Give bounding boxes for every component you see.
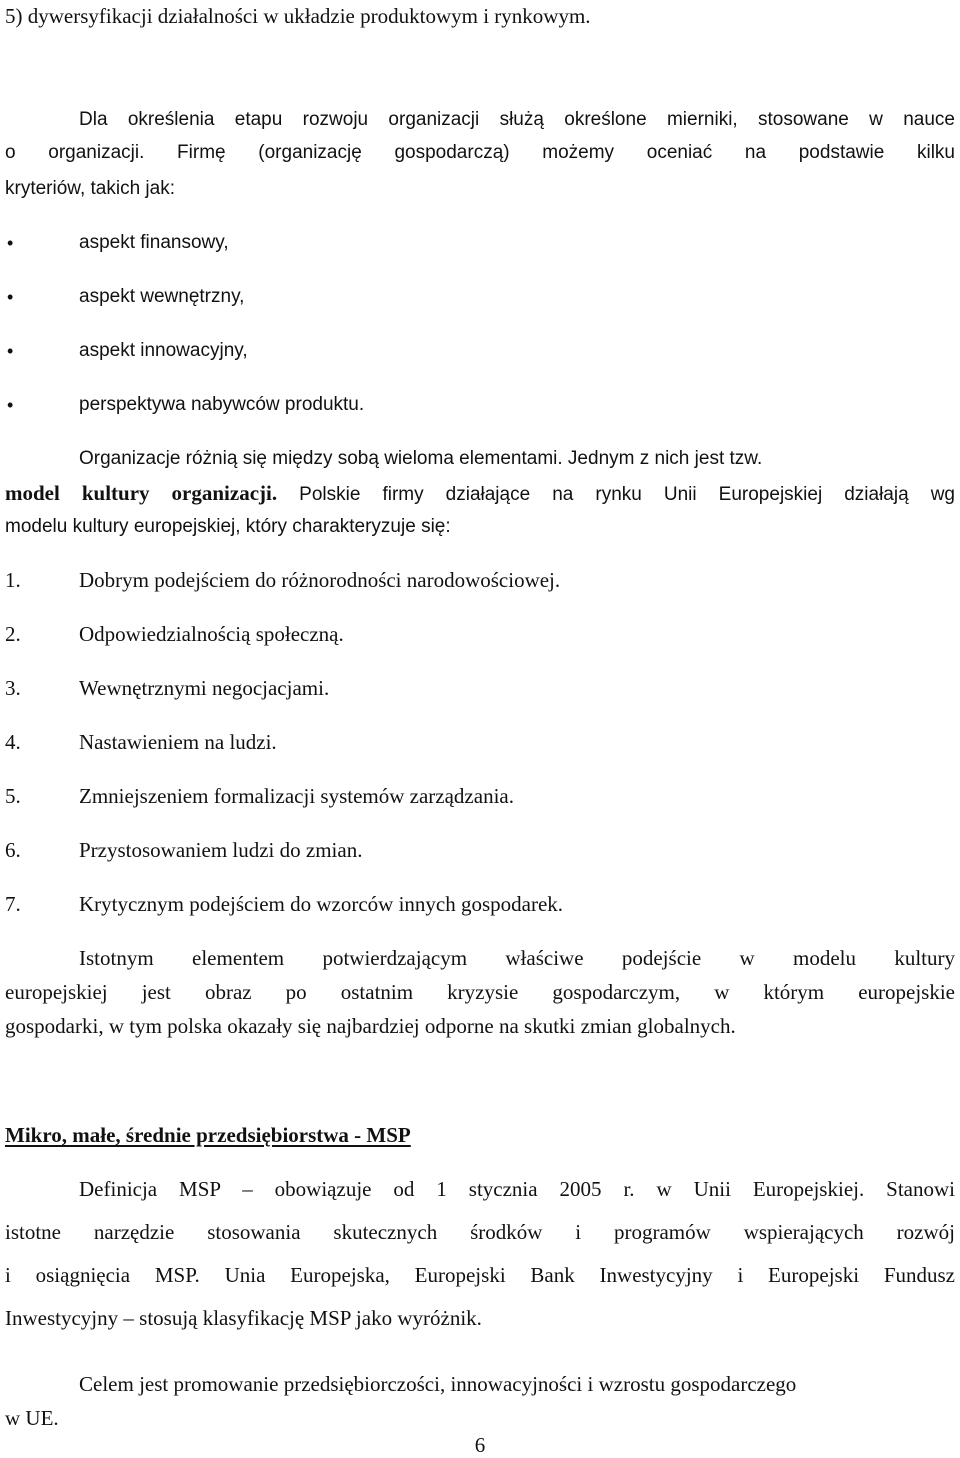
culture-line-1: Organizacje różnią się między sobą wieloma elementami. Jednym z nich jest tzw. bbox=[79, 448, 763, 469]
bullet-text: perspektywa nabywców produktu. bbox=[79, 394, 365, 415]
goal-line-1: Celem jest promowanie przedsiębiorczości, innowacyjności i wzrostu gospodarczego bbox=[79, 1372, 797, 1396]
bullet-text: aspekt wewnętrzny, bbox=[79, 286, 245, 307]
item-number: 2. bbox=[5, 622, 21, 646]
goal-line-2: w UE. bbox=[5, 1406, 59, 1430]
bullet-icon: • bbox=[7, 233, 14, 253]
bullet-text: aspekt innowacyjny, bbox=[79, 340, 248, 361]
page-number: 6 bbox=[474, 1433, 486, 1457]
evidence-line-2: europejskiej jest obraz po ostatnim kryzysie gospodarczym, w którym europejskie bbox=[5, 980, 955, 1004]
intro-line-1: Dla określenia etapu rozwoju organizacji służą określone mierniki, stosowane w nauce bbox=[79, 109, 955, 130]
definition-line-3: i osiągnięcia MSP. Unia Europejska, Europejski Bank Inwestycyjny i Europejski Fundusz bbox=[5, 1263, 955, 1287]
item-text: Krytycznym podejściem do wzorców innych gospodarek. bbox=[79, 892, 564, 916]
item-text: Dobrym podejściem do różnorodności narodowościowej. bbox=[79, 568, 561, 592]
section-heading: Mikro, małe, średnie przedsiębiorstwa - MSP bbox=[5, 1123, 411, 1147]
culture-line-2 bbox=[5, 480, 955, 506]
item-number: 4. bbox=[5, 730, 21, 754]
culture-line-2-rest: Polskie firmy działające na rynku Unii Europejskiej działają wg bbox=[277, 484, 955, 505]
item-text: Odpowiedzialnością społeczną. bbox=[79, 622, 344, 646]
item-text: Przystosowaniem ludzi do zmian. bbox=[79, 838, 363, 862]
intro-line-2: o organizacji. Firmę (organizację gospodarczą) możemy oceniać na podstawie kilku bbox=[5, 142, 955, 163]
item-number: 7. bbox=[5, 892, 21, 916]
item-text: Zmniejszeniem formalizacji systemów zarządzania. bbox=[79, 784, 514, 808]
bullet-text: aspekt finansowy, bbox=[79, 232, 229, 253]
intro-line-3: kryteriów, takich jak: bbox=[5, 178, 175, 199]
item-number: 3. bbox=[5, 676, 21, 700]
evidence-line-3: gospodarki, w tym polska okazały się najbardziej odporne na skutki zmian globalnych. bbox=[5, 1014, 736, 1038]
definition-line-1: Definicja MSP – obowiązuje od 1 stycznia 2005 r. w Unii Europejskiej. Stanowi bbox=[79, 1177, 955, 1201]
item-text: Wewnętrznymi negocjacjami. bbox=[79, 676, 330, 700]
item-number: 6. bbox=[5, 838, 21, 862]
item-number: 1. bbox=[5, 568, 21, 592]
bullet-icon: • bbox=[7, 341, 14, 361]
definition-line-2: istotne narzędzie stosowania skutecznych środków i programów wspierających rozwój bbox=[5, 1220, 955, 1244]
culture-line-3: modelu kultury europejskiej, który charakteryzuje się: bbox=[5, 516, 451, 537]
evidence-line-1: Istotnym elementem potwierdzającym właściwe podejście w modelu kultury bbox=[79, 946, 955, 970]
bullet-icon: • bbox=[7, 287, 14, 307]
bold-term: model kultury organizacji. bbox=[5, 481, 278, 505]
bullet-icon: • bbox=[7, 395, 14, 415]
list-item-5: 5) dywersyfikacji działalności w układzie produktowym i rynkowym. bbox=[5, 4, 591, 28]
definition-line-4: Inwestycyjny – stosują klasyfikację MSP jako wyróżnik. bbox=[5, 1306, 482, 1330]
item-number: 5. bbox=[5, 784, 21, 808]
item-text: Nastawieniem na ludzi. bbox=[79, 730, 277, 754]
